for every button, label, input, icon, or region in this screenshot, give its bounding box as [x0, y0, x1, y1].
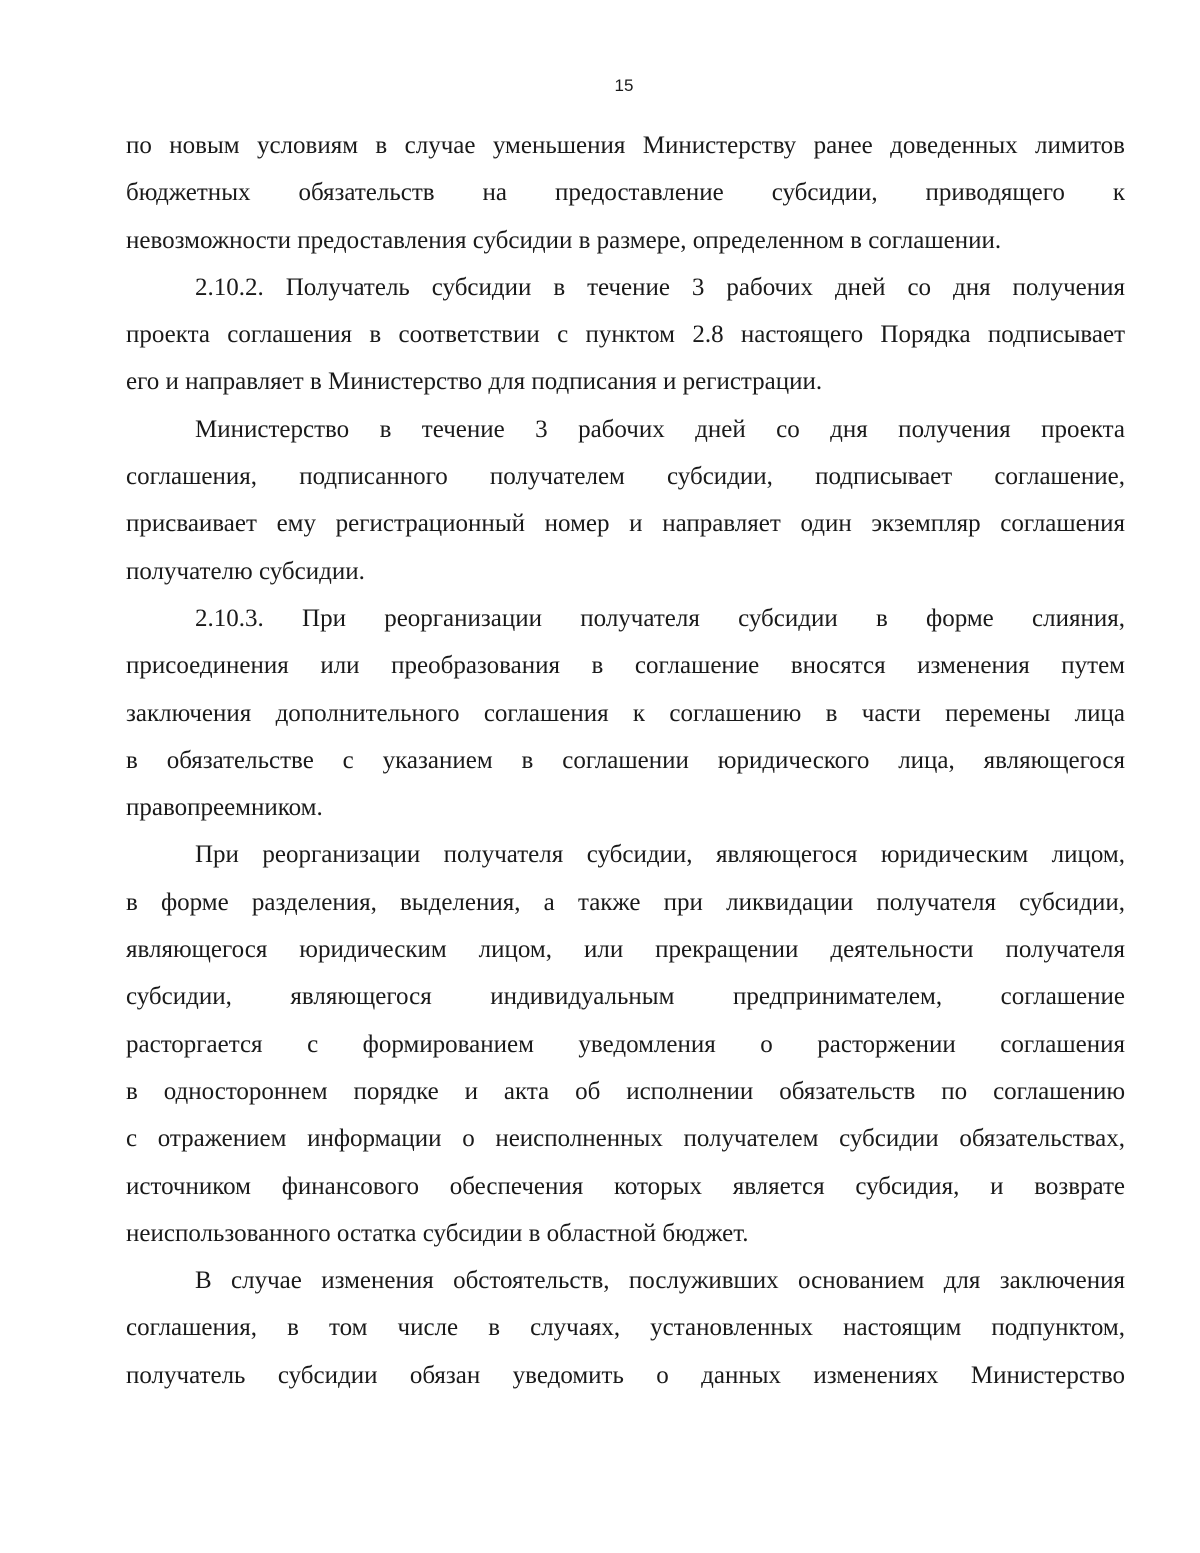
text-line: являющегося юридическим лицом, или прекращении деятельности получателя	[126, 936, 1125, 964]
text-line: субсидии, являющегося индивидуальным предпринимателем, соглашение	[126, 983, 1125, 1011]
text-line: соглашения, подписанного получателем субсидии, подписывает соглашение,	[126, 463, 1125, 491]
text-line: в форме разделения, выделения, а также при ликвидации получателя субсидии,	[126, 888, 1125, 916]
text-line: правопреемником.	[126, 794, 323, 822]
text-line: заключения дополнительного соглашения к соглашению в части перемены лица	[126, 699, 1125, 727]
text-line: получатель субсидии обязан уведомить о данных изменениях Министерство	[126, 1361, 1125, 1389]
paragraph	[126, 122, 1125, 264]
text-line: присваивает ему регистрационный номер и направляет один экземпляр соглашения	[126, 510, 1125, 538]
text-line: бюджетных обязательств на предоставление субсидии, приводящего к	[126, 179, 1125, 207]
text-line: в обязательстве с указанием в соглашении юридического лица, являющегося	[126, 746, 1125, 774]
document-body	[126, 122, 1125, 1399]
paragraph	[126, 406, 1125, 595]
text-line: по новым условиям в случае уменьшения Министерству ранее доведенных лимитов	[126, 132, 1125, 159]
text-line: получателю субсидии.	[126, 557, 365, 585]
text-line: При реорганизации получателя субсидии, являющегося юридическим лицом,	[195, 841, 1125, 869]
text-line: соглашения, в том числе в случаях, установленных настоящим подпунктом,	[126, 1314, 1125, 1342]
text-line: в одностороннем порядке и акта об исполнении обязательств по соглашению	[126, 1077, 1125, 1105]
text-line: 2.10.3. При реорганизации получателя субсидии в форме слияния,	[195, 604, 1125, 632]
text-line: В случае изменения обстоятельств, послуживших основанием для заключения	[195, 1267, 1125, 1295]
text-line: присоединения или преобразования в соглашение вносятся изменения путем	[126, 652, 1125, 680]
paragraph	[126, 264, 1125, 406]
text-line: невозможности предоставления субсидии в размере, определенном в соглашении.	[126, 226, 1002, 254]
text-line: его и направляет в Министерство для подписания и регистрации.	[126, 368, 823, 396]
paragraph	[126, 595, 1125, 831]
paragraph	[126, 831, 1125, 1257]
text-line: Министерство в течение 3 рабочих дней со дня получения проекта	[195, 415, 1125, 443]
text-line: расторгается с формированием уведомления о расторжении соглашения	[126, 1030, 1125, 1058]
paragraph	[126, 1257, 1125, 1399]
text-line: источником финансового обеспечения которых является субсидия, и возврате	[126, 1172, 1125, 1200]
text-line: неиспользованного остатка субсидии в областной бюджет.	[126, 1219, 749, 1247]
text-line: 2.10.2. Получатель субсидии в течение 3 рабочих дней со дня получения	[195, 273, 1125, 301]
text-line: проекта соглашения в соответствии с пунктом 2.8 настоящего Порядка подписывает	[126, 321, 1125, 349]
text-line: с отражением информации о неисполненных получателем субсидии обязательствах,	[126, 1125, 1125, 1153]
page-number: 15	[614, 76, 634, 95]
